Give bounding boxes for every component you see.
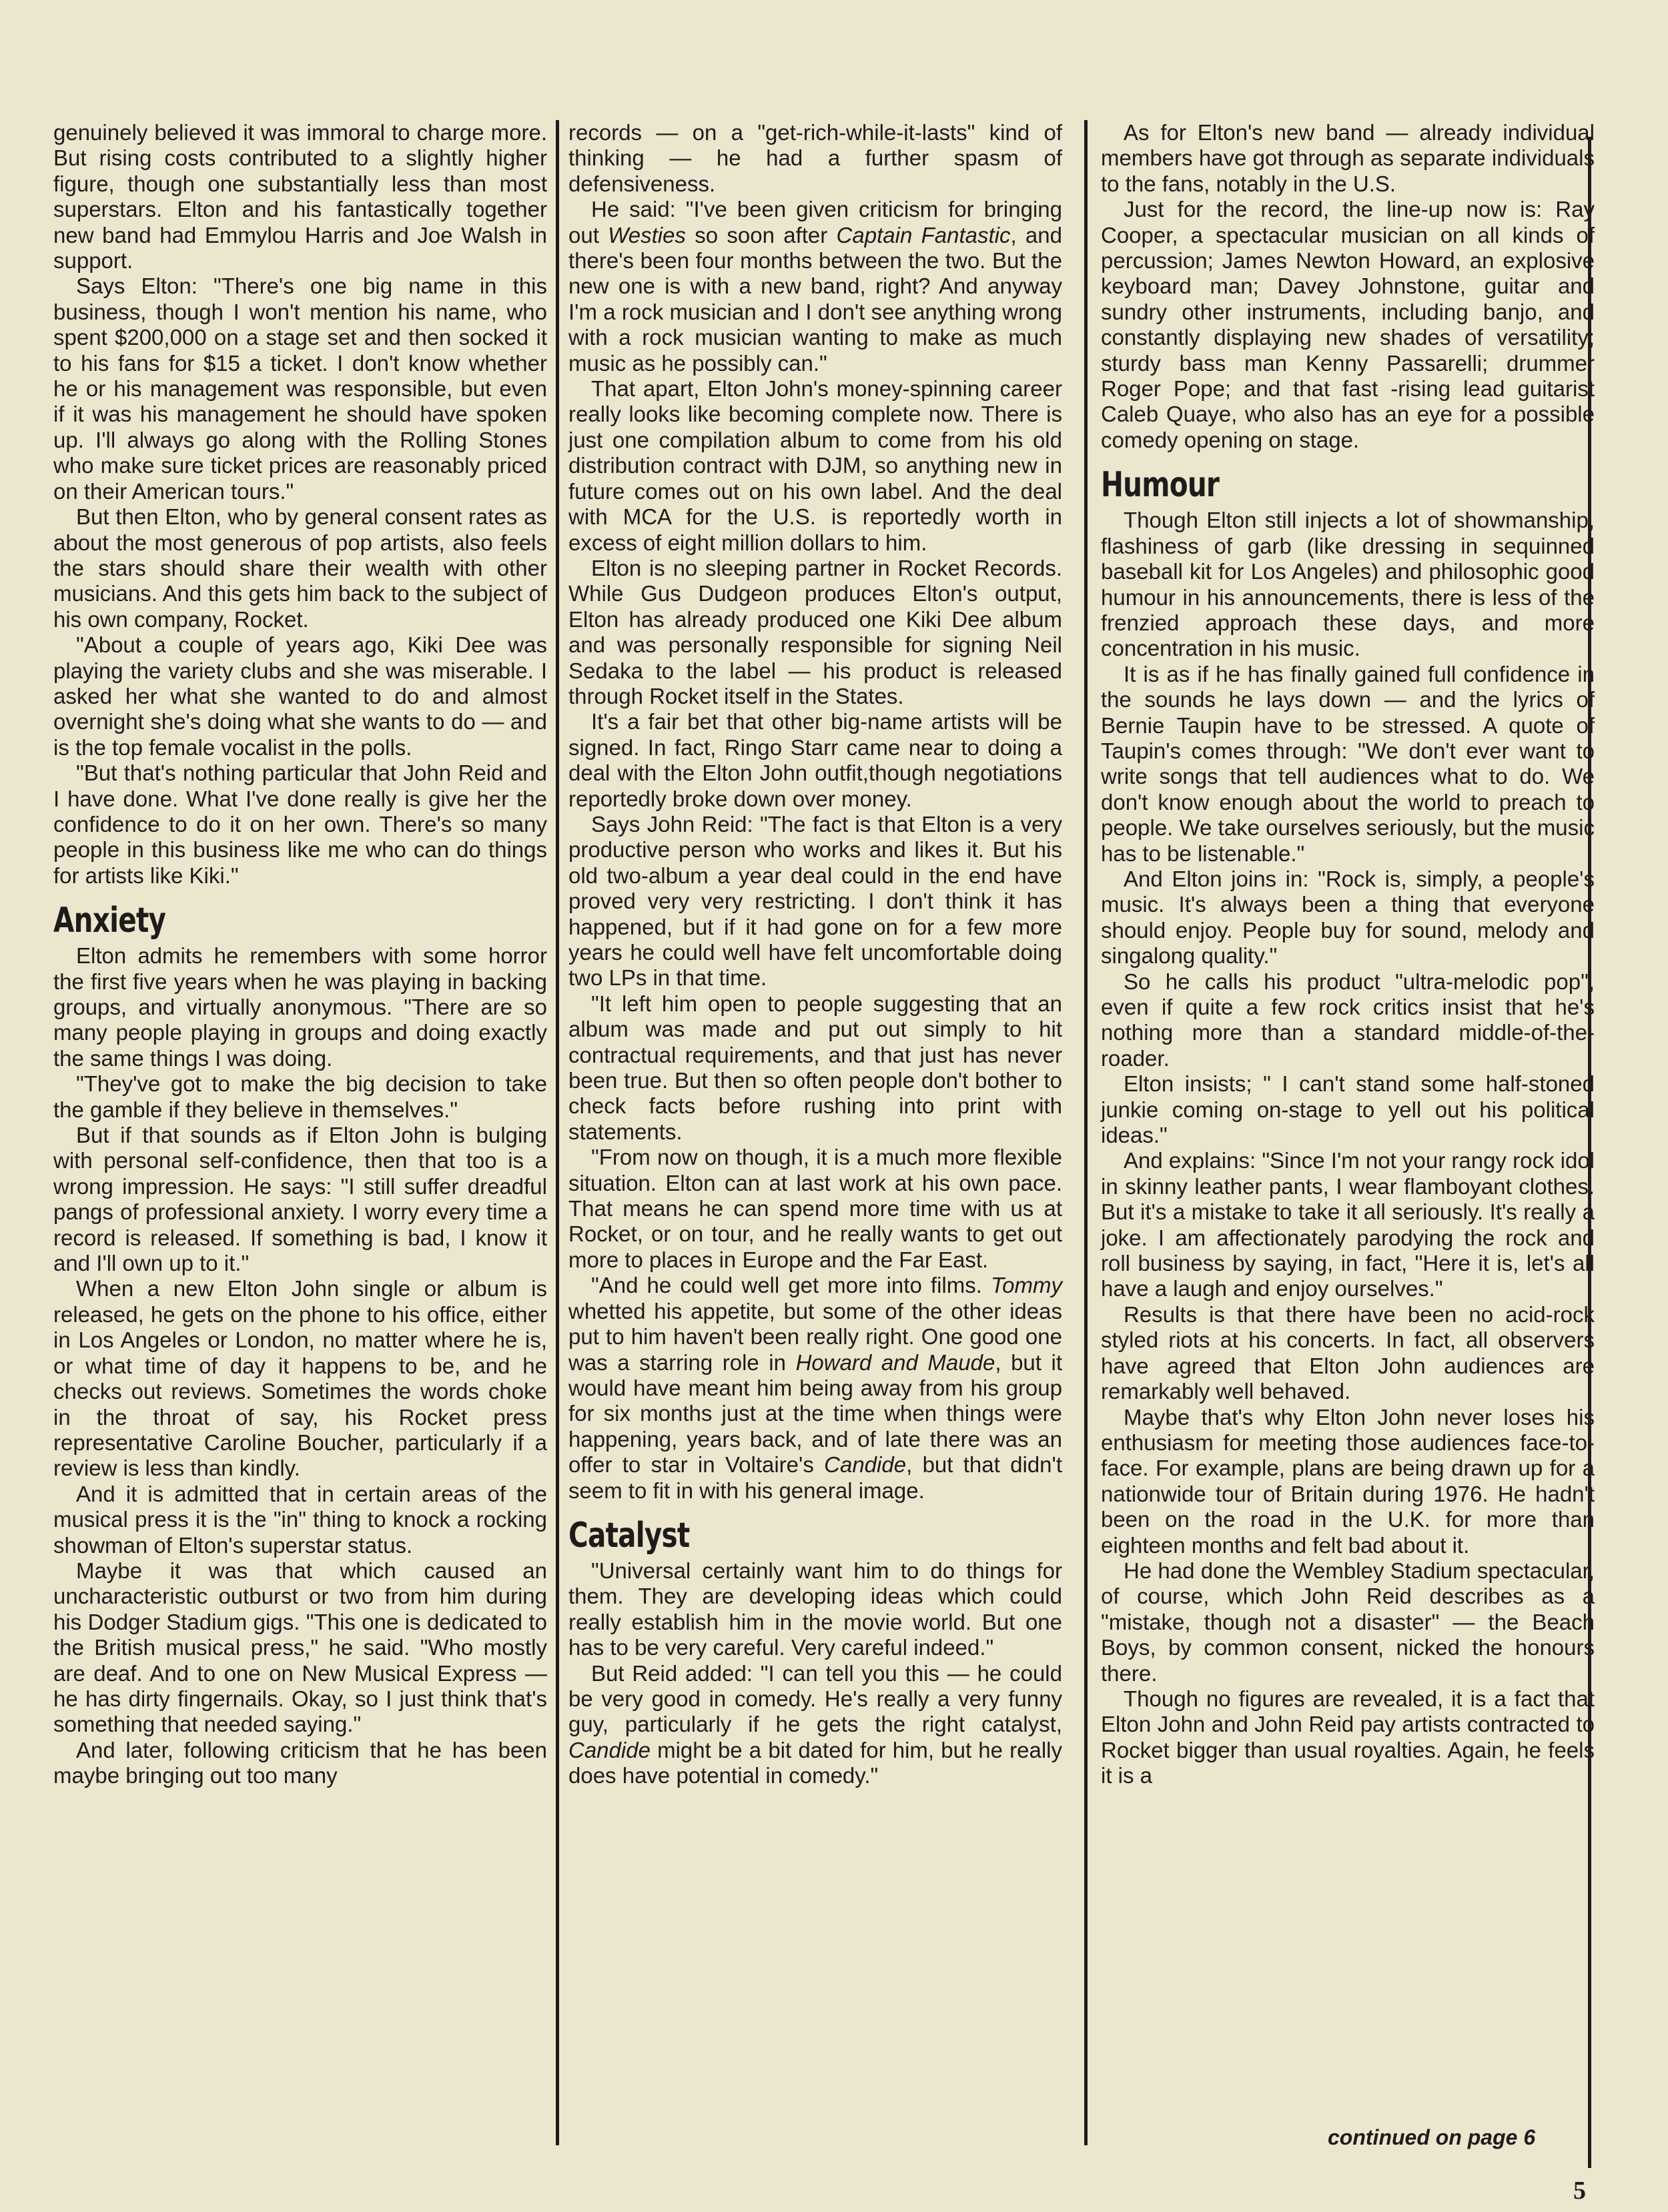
paragraph: So he calls his product "ultra-melodic pop", even if quite a few rock critics insist that he's nothing more than a standard middle-of-the-roader. [1101,969,1595,1071]
italic-title: Candide [824,1452,907,1478]
italic-title: Candide [568,1737,651,1762]
paragraph: But if that sounds as if Elton John is bulging with personal self-confidence, then that too is a wrong impression. He says: "I still suffer dreadful pangs of professional anxiety. I worry every time a record is released. If something is bad, I know it and I'll own up to it." [53,1123,547,1276]
text-run: whetted his appetite, but some of the other ideas put to him haven't been really right. One good one was a starring role in [568,1298,1062,1375]
section-heading-humour: Humour [1101,465,1220,506]
italic-title: Westies [608,222,686,247]
paragraph: "About a couple of years ago, Kiki Dee was playing the variety clubs and she was miserable. I asked her what she wanted to do and almost overnight she's doing what she wants to do — and is the top female vocalist in the polls. [53,632,547,760]
section-heading-anxiety: Anxiety [53,901,166,941]
paragraph: It's a fair bet that other big-name artists will be signed. In fact, Ringo Starr came near to doing a deal with the Elton John outfit,though negotiations reportedly broke down over money. [568,709,1062,811]
page-number: 5 [1573,2177,1586,2205]
text-run: might be a bit dated for him, but he really does have potential in comedy." [568,1737,1062,1788]
paragraph: But then Elton, who by general consent rates as about the most generous of pop artists, also feels the stars should share their wealth with other musicians. And this gets him back to the subject of his own company, Rocket. [53,504,547,632]
italic-title: Captain Fantastic [836,222,1011,247]
paragraph: That apart, Elton John's money-spinning career really looks like becoming complete now. There is just one compilation album to come from his old distribution contract with DJM, so anything new in future comes out on his own label. And the deal with MCA for the U.S. is reportedly worth in excess of eight million dollars to him. [568,376,1062,555]
section-heading-catalyst: Catalyst [568,1515,690,1556]
paragraph: genuinely believed it was immoral to charge more. But rising costs contributed to a slightly higher figure, though one substantially less than most superstars. Elton and his fantastically together new band had Emmylou Harris and Joe Walsh in support. [53,120,547,273]
paragraph: "It left him open to people suggesting that an album was made and put out simply to hit contractual requirements, and that just has never been true. But then so often people don't bother to check facts before rushing into print with statements. [568,991,1062,1144]
paragraph: When a new Elton John single or album is released, he gets on the phone to his office, either in Los Angeles or London, no matter where he is, or what time of day it happens to be, and he checks out reviews. Sometimes the words choke in the throat of say, his Rocket press representative Caroline Boucher, particularly if a review is less than kindly. [53,1276,547,1481]
column-3 [1101,120,1595,1789]
italic-title: Tommy [991,1273,1062,1298]
paragraph: Results is that there have been no acid-rock styled riots at his concerts. In fact, all observers have agreed that Elton John audiences are remarkably well behaved. [1101,1301,1595,1404]
paragraph: Says Elton: "There's one big name in this business, though I won't mention his name, who spent $200,000 on a stage set and then socked it to his fans for $15 a ticket. I don't know whether he or his management was responsible, but even if it was his management he should have spoken up. I'll always go along with the Rolling Stones who make sure ticket prices are reasonably priced on their American tours." [53,273,547,504]
paragraph [568,1273,1062,1504]
paragraph: He had done the Wembley Stadium spectacular, of course, which John Reid describes as a "mistake, though not a disaster" — the Beach Boys, by common consent, nicked the honours there. [1101,1558,1595,1686]
text-run: "And he could well get more into films. [591,1273,991,1298]
paragraph: records — on a "get-rich-while-it-lasts" kind of thinking — he had a further spasm of defensiveness. [568,120,1062,196]
paragraph [568,1661,1062,1789]
paragraph: And Elton joins in: "Rock is, simply, a people's music. It's always been a thing that everyone should enjoy. People buy for sound, melody and singalong quality." [1101,866,1595,969]
paragraph: As for Elton's new band — already individual members have got through as separate individuals to the fans, notably in the U.S. [1101,120,1595,196]
text-run: , but that didn't seem to fit in with his general image. [568,1452,1062,1503]
paragraph: Elton insists; " I can't stand some half-stoned junkie coming on-stage to yell out his political ideas." [1101,1071,1595,1148]
paragraph: And it is admitted that in certain areas of the musical press it is the "in" thing to knock a rocking showman of Elton's superstar status. [53,1481,547,1558]
text-run: , and there's been four months between the two. But the new one is with a new band, right? And anyway I'm a rock musician and I don't see anything wrong with a rock musician wanting to make as much music as he possibly can." [568,222,1062,376]
paragraph: Just for the record, the line-up now is: Ray Cooper, a spectacular musician on all kinds of percussion; James Newton Howard, an explosive keyboard man; Davey Johnstone, guitar and sundry other instruments, including banjo, and constantly displaying new shades of versatility; sturdy bass man Kenny Passarelli; drummer Roger Pope; and that fast -rising lead guitarist Caleb Quaye, who also has an eye for a possible comedy opening on stage. [1101,197,1595,452]
column-1 [53,120,547,1789]
paragraph: Though Elton still injects a lot of showmanship, flashiness of garb (like dressing in sequinned baseball kit for Los Angeles) and philosophic good humour in his announcements, there is less of the frenzied approach these days, and more concentration in his music. [1101,508,1595,661]
paragraph: "They've got to make the big decision to take the gamble if they believe in themselves." [53,1071,547,1122]
column-2 [568,120,1062,1789]
paragraph: It is as if he has finally gained full confidence in the sounds he lays down — and the lyrics of Bernie Taupin have to be stressed. A quote of Taupin's comes through: "We don't ever want to write songs that tell audiences what to do. We don't know enough about the world to preach to people. We take ourselves seriously, but the music has to be listenable." [1101,661,1595,866]
text-run: so soon after [685,222,837,247]
paragraph: Elton is no sleeping partner in Rocket Records. While Gus Dudgeon produces Elton's output, Elton has already produced one Kiki Dee album and was personally responsible for signing Neil Sedaka to the label — his product is released through Rocket itself in the States. [568,555,1062,708]
paragraph: Though no figures are revealed, it is a fact that Elton John and John Reid pay artists contracted to Rocket bigger than usual royalties. Again, he feels it is a [1101,1686,1595,1788]
paragraph: "From now on though, it is a much more flexible situation. Elton can at last work at his own pace. That means he can spend more time with us at Rocket, or on tour, and he really wants to get out more to places in Europe and the Far East. [568,1145,1062,1272]
paragraph: Says John Reid: "The fact is that Elton is a very productive person who works and likes it. But his old two-album a year deal could in the end have proved very very restricting. I don't think it has happened, but if it had gone on for a few more years he could well have felt uncomfortable doing two LPs in that time. [568,811,1062,991]
continued-note: continued on page 6 [1328,2125,1536,2149]
paragraph: And later, following criticism that he has been maybe bringing out too many [53,1737,547,1788]
column-rule-left [556,120,559,2145]
paragraph [568,197,1062,376]
text-run: But Reid added: "I can tell you this — he could be very good in comedy. He's really a very funny guy, particularly if he gets the right catalyst, [568,1660,1062,1737]
text-run: , but it would have meant him being away from his group for six months just at the time when things were happening, years back, and of late there was an offer to star in Voltaire's [568,1349,1062,1478]
paragraph: And explains: "Since I'm not your rangy rock idol in skinny leather pants, I wear flamboyant clothes. But it's a mistake to take it all seriously. It's really a joke. I am affectionately parodying the rock and roll business by saying, in fact, "Here it is, let's all have a laugh and enjoy ourselves." [1101,1148,1595,1301]
column-rule-right [1084,120,1088,2145]
paragraph: Maybe that's why Elton John never loses his enthusiasm for meeting those audiences face-to-face. For example, plans are being drawn up for a nationwide tour of Britain during 1976. He hadn't been on the road in the U.K. for more than eighteen months and felt bad about it. [1101,1404,1595,1558]
paragraph: "Universal certainly want him to do things for them. They are developing ideas which could really establish him in the movie world. But one has to be very careful. Very careful indeed." [568,1558,1062,1660]
paragraph: "But that's nothing particular that John Reid and I have done. What I've done really is give her the confidence to do it on her own. There's so many people in this business like me who can do things for artists like Kiki." [53,760,547,888]
italic-title: Howard and Maude [795,1349,995,1375]
paragraph: Elton admits he remembers with some horror the first five years when he was playing in backing groups, and virtually anonymous. "There are so many people playing in groups and doing exactly the same things I was doing. [53,943,547,1071]
paragraph: Maybe it was that which caused an uncharacteristic outburst or two from him during his Dodger Stadium gigs. "This one is dedicated to the British musical press," he said. "Who mostly are deaf. And to one on New Musical Express — he has dirty fingernails. Okay, so I just think that's something that needed saying." [53,1558,547,1737]
text-run: He said: "I've been given criticism for bringing out [568,197,1062,247]
